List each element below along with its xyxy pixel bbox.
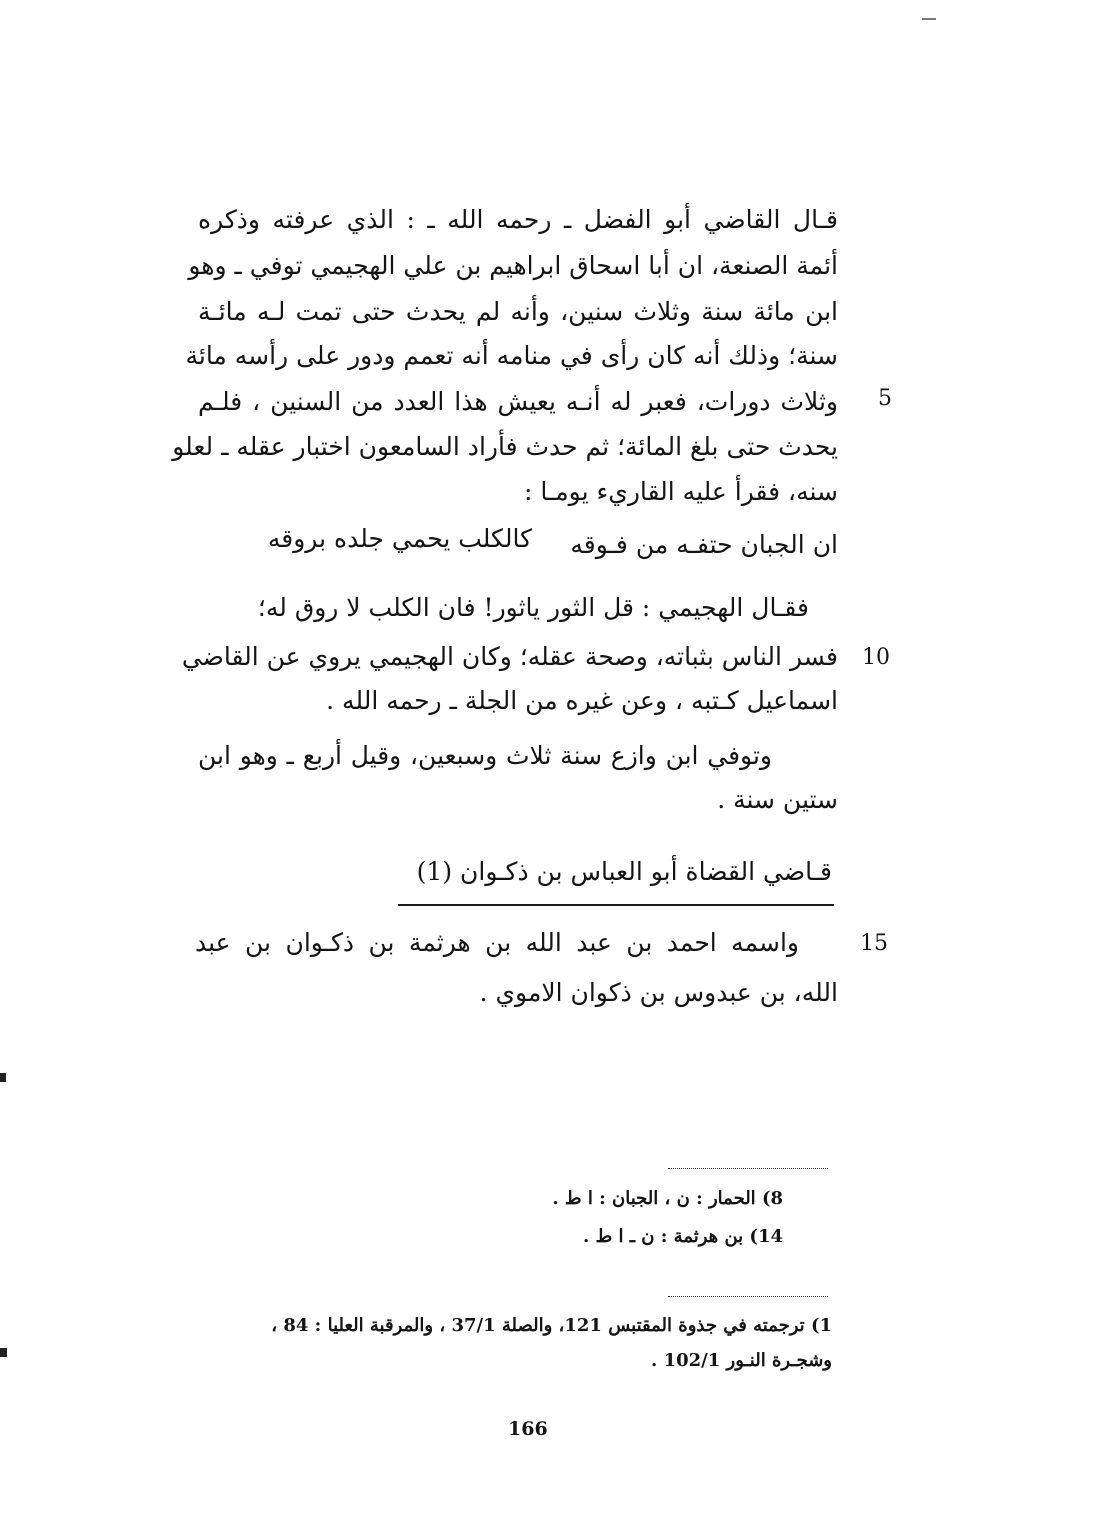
line-number: 10: [862, 645, 890, 670]
footnote-divider: [668, 1296, 828, 1297]
text-line: ستين سنة .: [717, 785, 838, 814]
text-line: قـال القاضي أبو الفضل ـ رحمه الله ـ : الذي عرفته وذكره: [198, 205, 838, 234]
heading-underline: [398, 904, 834, 906]
text-line: وتوفي ابن وازع سنة ثلاث وسبعين، وقيل أربع ـ وهو ابن: [198, 741, 772, 770]
text-line: يحدث حتى بلغ المائة؛ ثم حدث فأراد السامعون اختبار عقله ـ لعلو: [172, 432, 838, 461]
text-line: فقـال الهجيمي : قل الثور ياثور! فان الكلب لا روق له؛: [257, 593, 809, 622]
text-line: أئمة الصنعة، ان أبا اسحاق ابراهيم بن علي الهجيمي توفي ـ وهو: [188, 251, 838, 280]
scan-speck: [922, 18, 936, 20]
verse-second-hemistich: كالكلب يحمي جلده بروقه: [267, 524, 532, 553]
apparatus-divider: [668, 1168, 828, 1169]
text-line: سنه، فقرأ عليه القاريء يومـا :: [523, 477, 838, 506]
scan-speck: [0, 1073, 6, 1082]
page-number: 166: [508, 1418, 548, 1440]
section-heading: قـاضي القضاة أبو العباس بن ذكـوان (1): [416, 857, 832, 886]
text-line: واسمه احمد بن عبد الله بن هرثمة بن ذكـوان بن عبد: [195, 928, 799, 957]
text-line: اسماعيل كـتبه ، وعن غيره من الجلة ـ رحمه الله .: [326, 686, 838, 715]
verse-first-hemistich: ان الجبان حتفـه من فـوقه: [570, 530, 838, 559]
scan-speck: [0, 1348, 7, 1357]
apparatus-note: 8) الحمار : ن ، الجبان : ا ط .: [552, 1188, 783, 1209]
text-line: فسر الناس بثباته، وصحة عقله؛ وكان الهجيمي يروي عن القاضي: [181, 642, 838, 671]
apparatus-note: 14) بن هرثمة : ن ـ ا ط .: [583, 1226, 783, 1247]
text-line: الله، بن عبدوس بن ذكوان الاموي .: [479, 978, 838, 1007]
text-line: وثلاث دورات، فعبر له أنـه يعيش هذا العدد من السنين ، فلـم: [198, 387, 838, 416]
footnote: وشجـرة النـور 102/1 .: [651, 1350, 832, 1371]
text-line: سنة؛ وذلك أنه كان رأى في منامه أنه تعمم ودور على رأسه مائة: [185, 341, 838, 370]
text-line: ابن مائة سنة وثلاث سنين، وأنه لم يحدث حتى تمت لـه مائـة: [198, 297, 839, 326]
line-number: 5: [878, 386, 892, 411]
line-number: 15: [860, 931, 888, 956]
footnote: 1) ترجمته في جذوة المقتبس 121، والصلة 37/1 ، والمرقبة العليا : 84 ،: [271, 1315, 832, 1336]
